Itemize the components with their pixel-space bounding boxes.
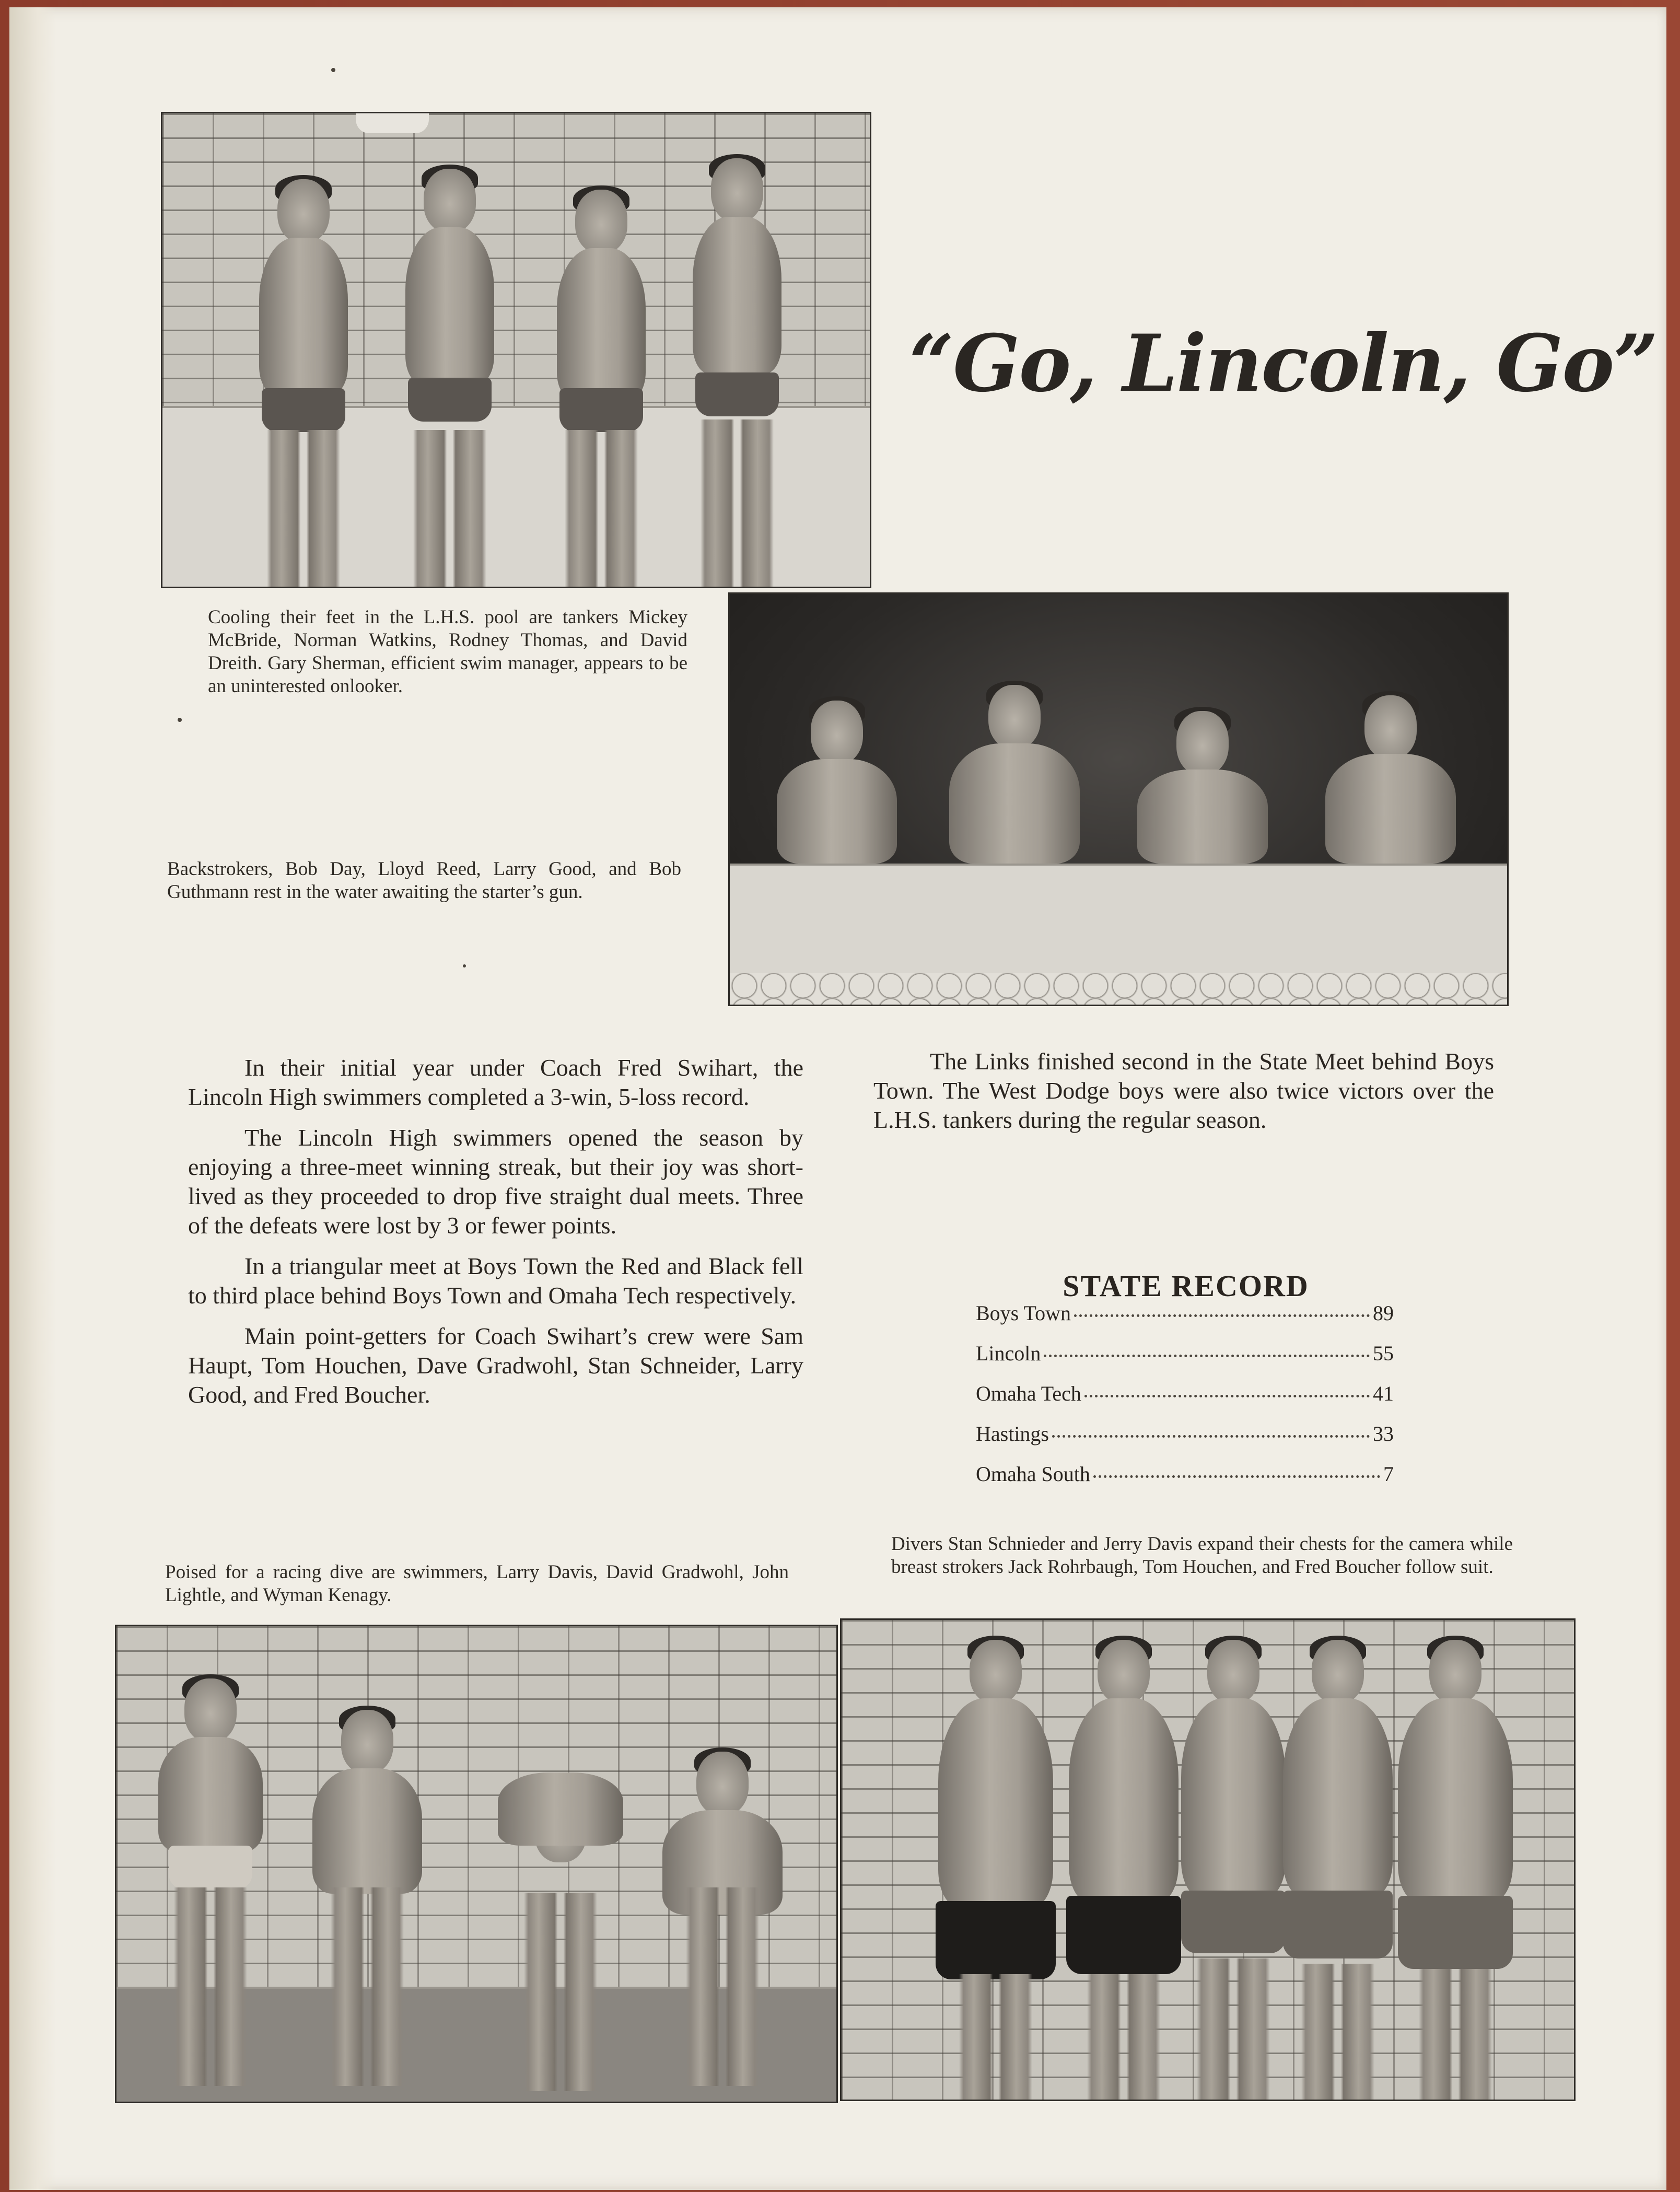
photo-pool-edge [161,112,871,588]
state-record-heading: STATE RECORD [1063,1269,1309,1303]
swimmer-figure [1390,1640,1521,2100]
article-paragraph: Main point-getters for Coach Swihart’s crew were Sam Haupt, Tom Houchen, Dave Gradwohl, Stan Schneider, Larry Good, and Fred Boucher. [188,1323,803,1408]
photo-divers [840,1618,1576,2101]
record-row [976,1381,1394,1421]
record-row [976,1462,1394,1502]
caption-backstrokers: Backstrokers, Bob Day, Lloyd Reed, Larry Good, and Bob Guthmann rest in the water awaiting the starter’s gun. [167,858,681,903]
swimmer-figure [930,1640,1061,2100]
record-team: Boys Town [976,1301,1071,1325]
record-score: 89 [1373,1301,1394,1325]
swimmer-figure [1315,695,1466,862]
swimmer-figure [1061,1640,1186,2100]
record-row [976,1301,1394,1341]
caption-racing-dive: Poised for a racing dive are swimmers, Larry Davis, David Gradwohl, John Lightle, and Wyman Kenagy. [165,1561,789,1606]
swimmer-figure [766,701,907,862]
caption-divers: Divers Stan Schnieder and Jerry Davis expand their chests for the camera while breast strokers Jack Rohrbaugh, Tom Houchen, and Fred Boucher follow suit. [891,1533,1513,1578]
state-record-table [976,1301,1394,1502]
swimmer-figure [387,169,512,587]
page-speck [463,964,466,967]
leader-dots [1052,1435,1370,1438]
article-right-column [873,1047,1494,1146]
record-team: Omaha Tech [976,1382,1081,1405]
record-team: Hastings [976,1422,1049,1445]
photo-racing-dive [115,1625,838,2103]
record-score: 41 [1373,1382,1394,1405]
record-team: Omaha South [976,1462,1090,1486]
photo-backstrokers [728,592,1509,1006]
page-speck [178,718,182,722]
article-paragraph: In a triangular meet at Boys Town the Red and Black fell to third place behind Boys Town and Omaha Tech respectively. [188,1253,803,1309]
record-row [976,1421,1394,1462]
swimmer-figure [1275,1640,1401,2100]
page-speck [331,68,335,72]
article-paragraph: The Lincoln High swimmers opened the season by enjoying a three-meet winning streak, but their joy was short-lived as they proceeded to drop five straight dual meets. Three of the defeats were lost by 3 or fewer points. [188,1124,803,1239]
swimmer-figure [539,190,664,587]
swimmer-figure [674,158,800,587]
leader-dots [1093,1475,1380,1478]
swimmer-figure [939,685,1090,862]
article-left-column [188,1053,803,1421]
page-gutter [9,7,56,2190]
record-score: 7 [1383,1462,1394,1486]
swimmer-figure [299,1710,435,2086]
caption-pool-edge: Cooling their feet in the L.H.S. pool are tankers Mickey McBride, Norman Watkins, Rodney Thomas, and David Dreith. Gary Sherman, efficient swim manager, appears to be an uninterested onlooker. [208,607,687,697]
record-row [976,1341,1394,1381]
leader-dots [1044,1355,1370,1357]
article-paragraph: The Links finished second in the State Meet behind Boys Town. The West Dodge boys were also twice victors over the L.H.S. tankers during the regular season. [873,1048,1494,1133]
swimmer-figure [493,1767,628,2091]
record-score: 33 [1373,1422,1394,1445]
record-score: 55 [1373,1342,1394,1365]
swimmer-figure [1176,1640,1291,2100]
page-title: “Go, Lincoln, Go” [909,317,1658,410]
leader-dots [1084,1395,1370,1397]
swimmer-figure [649,1752,796,2086]
swimmer-figure [241,179,366,587]
article-paragraph: In their initial year under Coach Fred Swihart, the Lincoln High swimmers completed a 3-win, 5-loss record. [188,1054,803,1110]
swimmer-figure [148,1678,273,2086]
swimmer-figure [1127,711,1278,862]
record-team: Lincoln [976,1342,1041,1365]
pool-ledge [730,864,1507,1006]
leader-dots [1074,1314,1370,1317]
